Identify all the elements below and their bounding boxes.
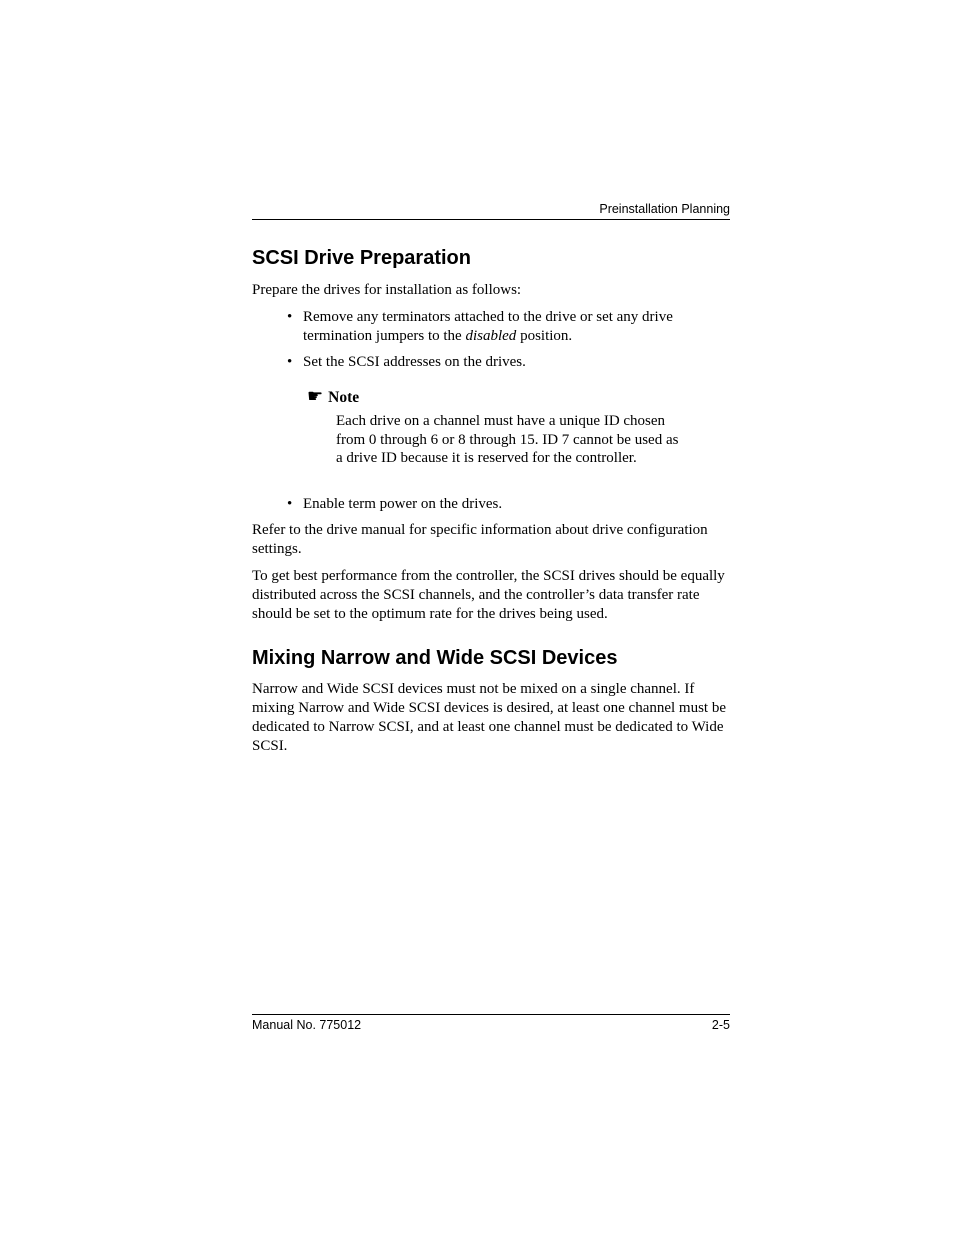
pointing-hand-icon: ☛ xyxy=(307,386,324,406)
intro-paragraph: Prepare the drives for installation as follows: xyxy=(252,282,522,298)
section-heading-scsi-drive-preparation: SCSI Drive Preparation xyxy=(252,247,471,269)
emphasis-disabled: disabled xyxy=(465,327,517,344)
running-title: Preinstallation Planning xyxy=(599,202,730,216)
bullet-marker: • xyxy=(287,354,293,370)
manual-number: Manual No. 775012 xyxy=(252,1018,362,1032)
note-label: Note xyxy=(328,389,360,406)
note-text: Each drive on a channel must have a unique ID chosen from 0 through 6 or 8 through 15. ID 7 cannot be used as a drive ID because it is reserved for the controller. xyxy=(336,413,679,467)
note-heading xyxy=(307,386,359,408)
list-item-text: Set the SCSI addresses on the drives. xyxy=(303,354,526,370)
bullet-marker: • xyxy=(287,496,293,512)
bullet-marker: • xyxy=(287,309,293,325)
page-number: 2-5 xyxy=(711,1018,730,1032)
running-header xyxy=(252,202,730,220)
paragraph-mixing: Narrow and Wide SCSI devices must not be mixed on a single channel. If mixing Narrow and Wide SCSI devices is desired, at least one channel must be dedicated to Narrow SCSI, and at least one channel must be dedicated to Wide SCSI. xyxy=(252,681,727,754)
list-item-text: Remove any terminators attached to the drive or set any drive termination jumpers to the disabled position. xyxy=(303,309,673,344)
section-heading-mixing-narrow-wide: Mixing Narrow and Wide SCSI Devices xyxy=(252,647,618,669)
paragraph-drive-manual: Refer to the drive manual for specific information about drive configuration settings. xyxy=(252,522,708,557)
paragraph-performance: To get best performance from the controller, the SCSI drives should be equally distributed across the SCSI channels, and the controller’s data transfer rate should be set to the optimum rate for the drives being used. xyxy=(252,568,725,622)
list-item-text: Enable term power on the drives. xyxy=(303,496,503,512)
page-footer xyxy=(252,1014,730,1035)
